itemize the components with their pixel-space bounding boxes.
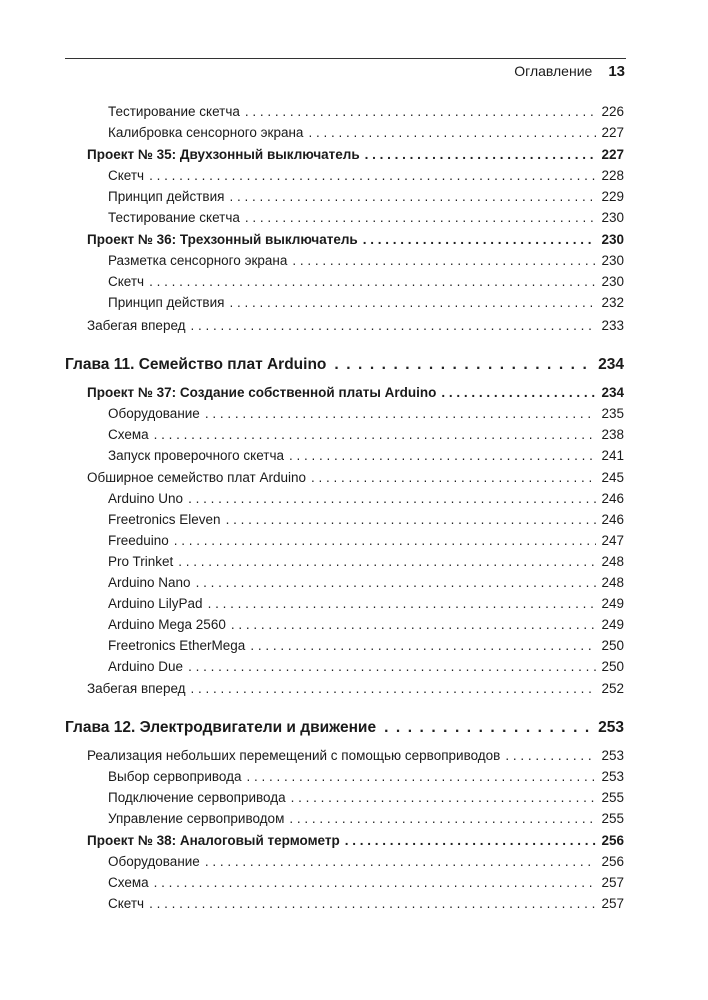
leader-dots bbox=[154, 873, 597, 893]
chapter-title: Глава 11. Семейство плат Arduino bbox=[65, 356, 327, 373]
toc-entry[interactable] bbox=[108, 788, 624, 808]
leader-dots bbox=[250, 636, 596, 656]
leader-dots bbox=[188, 489, 596, 509]
leader-dots bbox=[291, 788, 597, 808]
toc-entry[interactable] bbox=[87, 468, 624, 488]
toc-entry-page: 234 bbox=[601, 385, 624, 400]
toc-entry-title: Оборудование bbox=[108, 406, 200, 421]
toc-entry[interactable] bbox=[108, 123, 624, 143]
toc-entry-page: 228 bbox=[601, 168, 624, 183]
toc-entry-page: 226 bbox=[601, 104, 624, 119]
toc-entry-title: Freetronics Eleven bbox=[108, 512, 221, 527]
toc-entry[interactable] bbox=[87, 316, 624, 336]
toc-entry-title: Реализация небольших перемещений с помощью сервоприводов bbox=[87, 748, 501, 763]
toc-entry-title: Проект № 38: Аналоговый термометр bbox=[87, 833, 340, 848]
leader-dots bbox=[149, 272, 596, 292]
toc-entry[interactable] bbox=[108, 425, 624, 445]
toc-entry[interactable] bbox=[108, 272, 624, 292]
leader-dots bbox=[363, 230, 597, 250]
toc-entry-page: 256 bbox=[601, 833, 624, 848]
toc-entry[interactable] bbox=[108, 615, 624, 635]
leader-dots bbox=[149, 894, 596, 914]
leader-dots bbox=[205, 404, 597, 424]
leader-dots bbox=[191, 316, 597, 336]
leader-dots bbox=[231, 615, 597, 635]
toc-entry[interactable] bbox=[108, 404, 624, 424]
toc-entry-title: Подключение сервопривода bbox=[108, 790, 286, 805]
leader-dots bbox=[292, 251, 596, 271]
toc-entry-page: 234 bbox=[598, 356, 624, 373]
toc-entry-page: 253 bbox=[601, 748, 624, 763]
toc-entry[interactable] bbox=[108, 187, 624, 207]
toc-entry-page: 230 bbox=[601, 253, 624, 268]
toc-entry-title: Выбор сервопривода bbox=[108, 769, 242, 784]
toc-entry-page: 229 bbox=[601, 189, 624, 204]
toc-entry[interactable] bbox=[108, 809, 624, 829]
toc-entry-title: Обширное семейство плат Arduino bbox=[87, 470, 306, 485]
toc-entry[interactable] bbox=[108, 531, 624, 551]
toc-entry-page: 227 bbox=[601, 125, 624, 140]
toc-entry-page: 250 bbox=[601, 638, 624, 653]
leader-dots bbox=[345, 831, 597, 851]
toc-entry-page: 230 bbox=[601, 210, 624, 225]
toc-entry-page: 238 bbox=[601, 427, 624, 442]
toc-entry-page: 246 bbox=[601, 512, 624, 527]
toc-entry[interactable] bbox=[108, 852, 624, 872]
toc-entry-title: Тестирование скетча bbox=[108, 104, 240, 119]
leader-dots bbox=[311, 468, 596, 488]
toc-entry-title: Тестирование скетча bbox=[108, 210, 240, 225]
toc-entry-title: Забегая вперед bbox=[87, 318, 186, 333]
toc-entry-page: 233 bbox=[601, 318, 624, 333]
toc-entry-title: Проект № 37: Создание собственной платы Arduino bbox=[87, 385, 437, 400]
leader-dots bbox=[308, 123, 596, 143]
toc-entry-title: Arduino Mega 2560 bbox=[108, 617, 226, 632]
toc-project-entry[interactable] bbox=[87, 230, 624, 250]
toc-entry-title: Arduino LilyPad bbox=[108, 596, 203, 611]
toc-entry-title: Freeduino bbox=[108, 533, 169, 548]
toc-entry-title: Freetronics EtherMega bbox=[108, 638, 246, 653]
leader-dots bbox=[178, 552, 596, 572]
chapter-title: Глава 12. Электродвигатели и движение bbox=[65, 719, 377, 736]
toc-entry-title: Забегая вперед bbox=[87, 681, 186, 696]
toc-entry-title: Arduino Uno bbox=[108, 491, 184, 506]
toc-entry-title: Arduino Due bbox=[108, 659, 184, 674]
leader-dots bbox=[246, 767, 596, 787]
toc-entry-title: Принцип действия bbox=[108, 295, 225, 310]
toc-chapter-entry[interactable] bbox=[65, 353, 624, 377]
toc-entry[interactable] bbox=[108, 166, 624, 186]
toc-entry-page: 252 bbox=[601, 681, 624, 696]
toc-entry[interactable] bbox=[108, 657, 624, 677]
leader-dots bbox=[289, 809, 596, 829]
toc-entry[interactable] bbox=[108, 489, 624, 509]
leader-dots bbox=[208, 594, 597, 614]
toc-entry-page: 255 bbox=[601, 790, 624, 805]
running-header-title: Оглавление bbox=[514, 63, 593, 79]
toc-entry-page: 253 bbox=[598, 719, 624, 736]
toc-entry-page: 256 bbox=[601, 854, 624, 869]
leader-dots bbox=[505, 746, 596, 766]
toc-entry-title: Схема bbox=[108, 875, 149, 890]
toc-entry-page: 227 bbox=[601, 147, 624, 162]
toc-entry-page: 232 bbox=[601, 295, 624, 310]
leader-dots bbox=[365, 145, 597, 165]
toc-project-entry[interactable] bbox=[87, 145, 624, 165]
toc-entry-title: Оборудование bbox=[108, 854, 200, 869]
toc-entry[interactable] bbox=[87, 679, 624, 699]
leader-dots bbox=[191, 679, 597, 699]
toc-entry[interactable] bbox=[108, 594, 624, 614]
toc-entry-title: Запуск проверочного скетча bbox=[108, 448, 285, 463]
toc-entry-title: Проект № 36: Трехзонный выключатель bbox=[87, 232, 358, 247]
leader-dots bbox=[196, 573, 597, 593]
toc-entry[interactable] bbox=[108, 767, 624, 787]
leader-dots bbox=[245, 208, 597, 228]
toc-entry-title: Скетч bbox=[108, 896, 145, 911]
toc-entry-page: 249 bbox=[601, 596, 624, 611]
toc-entry[interactable] bbox=[108, 251, 624, 271]
toc-entry-page: 253 bbox=[601, 769, 624, 784]
toc-entry[interactable] bbox=[108, 552, 624, 572]
toc-chapter-entry[interactable] bbox=[65, 716, 624, 740]
toc-entry-title: Разметка сенсорного экрана bbox=[108, 253, 288, 268]
toc-entry-title: Скетч bbox=[108, 168, 145, 183]
leader-dots bbox=[384, 716, 590, 740]
leader-dots bbox=[174, 531, 597, 551]
leader-dots bbox=[441, 383, 596, 403]
toc-entry[interactable] bbox=[108, 894, 624, 914]
toc-entry-page: 245 bbox=[601, 470, 624, 485]
toc-project-entry[interactable] bbox=[87, 831, 624, 851]
leader-dots bbox=[149, 166, 596, 186]
toc-entry[interactable] bbox=[87, 746, 624, 766]
toc-entry-page: 255 bbox=[601, 811, 624, 826]
toc-entry[interactable] bbox=[108, 446, 624, 466]
leader-dots bbox=[229, 187, 596, 207]
toc-entry-title: Управление сервоприводом bbox=[108, 811, 285, 826]
toc-entry-page: 248 bbox=[601, 575, 624, 590]
toc-entry-page: 230 bbox=[601, 232, 624, 247]
toc-entry-title: Arduino Nano bbox=[108, 575, 191, 590]
toc-entry-page: 241 bbox=[601, 448, 624, 463]
toc-entry-title: Pro Trinket bbox=[108, 554, 174, 569]
toc-entry[interactable] bbox=[108, 510, 624, 530]
leader-dots bbox=[229, 293, 596, 313]
leader-dots bbox=[226, 510, 597, 530]
leader-dots bbox=[154, 425, 597, 445]
toc-entry[interactable] bbox=[108, 102, 624, 122]
toc-entry-page: 250 bbox=[601, 659, 624, 674]
toc-entry-page: 257 bbox=[601, 875, 624, 890]
toc-entry-title: Калибровка сенсорного экрана bbox=[108, 125, 304, 140]
toc-entry-page: 246 bbox=[601, 491, 624, 506]
leader-dots bbox=[245, 102, 597, 122]
leader-dots bbox=[188, 657, 596, 677]
toc-entry-title: Скетч bbox=[108, 274, 145, 289]
toc-entry[interactable] bbox=[108, 208, 624, 228]
toc-entry[interactable] bbox=[108, 573, 624, 593]
leader-dots bbox=[205, 852, 597, 872]
toc-entry-page: 247 bbox=[601, 533, 624, 548]
leader-dots bbox=[334, 353, 590, 377]
toc-project-entry[interactable] bbox=[87, 383, 624, 403]
toc-entry-page: 249 bbox=[601, 617, 624, 632]
toc-entry-title: Проект № 35: Двухзонный выключатель bbox=[87, 147, 360, 162]
toc-entry-title: Принцип действия bbox=[108, 189, 225, 204]
toc-entry-page: 248 bbox=[601, 554, 624, 569]
toc-entry-page: 257 bbox=[601, 896, 624, 911]
toc-entry-page: 235 bbox=[601, 406, 624, 421]
toc-entry[interactable] bbox=[108, 293, 624, 313]
toc-entry-title: Схема bbox=[108, 427, 149, 442]
page-number: 13 bbox=[608, 63, 625, 80]
toc-entry[interactable] bbox=[108, 636, 624, 656]
toc-entry-page: 230 bbox=[601, 274, 624, 289]
leader-dots bbox=[289, 446, 596, 466]
toc-entry[interactable] bbox=[108, 873, 624, 893]
